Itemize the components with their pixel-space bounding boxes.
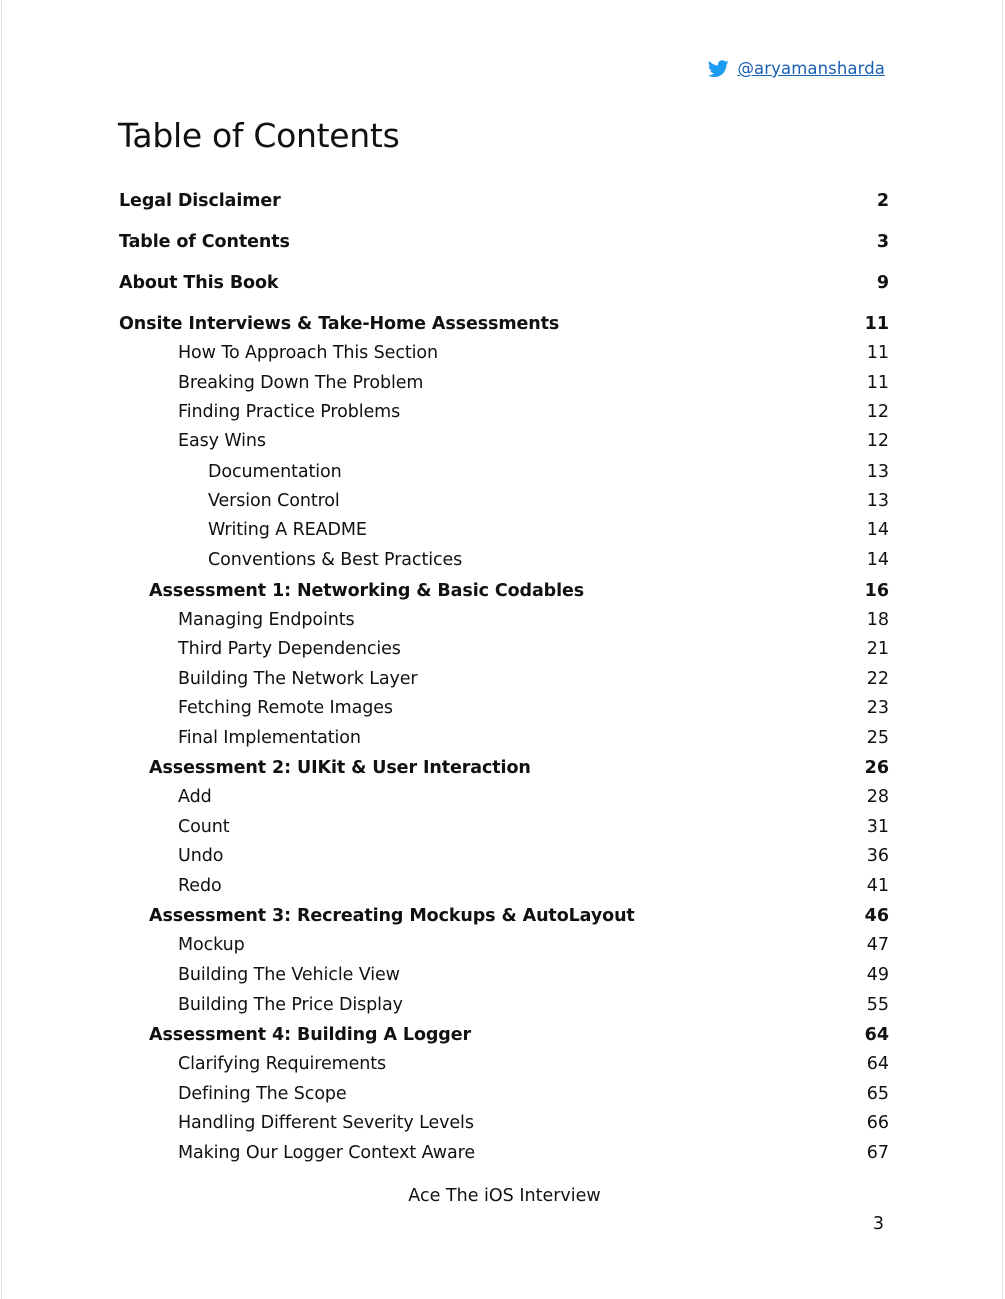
toc-entry-title[interactable]: Easy Wins [178, 431, 266, 451]
toc-entry[interactable] [2, 696, 1005, 720]
toc-entry-page: 11 [866, 373, 889, 393]
toc-entry-title[interactable]: Undo [178, 846, 224, 866]
toc-entry[interactable] [2, 548, 1005, 572]
toc-entry-title[interactable]: Assessment 2: UIKit & User Interaction [149, 758, 531, 778]
toc-entry-page: 64 [866, 1054, 889, 1074]
toc-entry-title[interactable]: Redo [178, 876, 222, 896]
toc-entry-title[interactable]: Assessment 3: Recreating Mockups & AutoLayout [149, 906, 635, 926]
toc-entry-title[interactable]: Building The Price Display [178, 995, 403, 1015]
toc-entry-page: 14 [866, 550, 889, 570]
document-page [1, 0, 1003, 1299]
toc-entry-page: 36 [866, 846, 889, 866]
toc-entry-title[interactable]: Writing A README [208, 520, 367, 540]
twitter-bird-icon [708, 60, 729, 78]
toc-entry-page: 13 [866, 491, 889, 511]
toc-entry[interactable] [2, 518, 1005, 542]
toc-entry-title[interactable]: Version Control [208, 491, 340, 511]
toc-entry-page: 9 [876, 273, 889, 293]
footer-page-number: 3 [872, 1214, 884, 1234]
toc-entry-page: 16 [864, 581, 889, 601]
toc-entry-page: 21 [866, 639, 889, 659]
twitter-handle-link[interactable]: @aryamansharda [737, 59, 885, 78]
toc-entry[interactable] [2, 579, 1005, 603]
toc-entry-title[interactable]: Final Implementation [178, 728, 361, 748]
toc-entry-page: 46 [864, 906, 889, 926]
toc-entry-title[interactable]: Building The Vehicle View [178, 965, 400, 985]
toc-entry[interactable] [2, 271, 1005, 295]
toc-entry-page: 11 [864, 314, 889, 334]
toc-entry-page: 49 [866, 965, 889, 985]
toc-entry-page: 2 [876, 191, 889, 211]
toc-entry[interactable] [2, 667, 1005, 691]
toc-entry[interactable] [2, 1082, 1005, 1106]
toc-entry-page: 47 [866, 935, 889, 955]
toc-entry-title[interactable]: Mockup [178, 935, 245, 955]
toc-entry[interactable] [2, 341, 1005, 365]
toc-entry-page: 23 [866, 698, 889, 718]
toc-entry-title[interactable]: Making Our Logger Context Aware [178, 1143, 475, 1163]
toc-entry-page: 18 [866, 610, 889, 630]
toc-entry[interactable] [2, 608, 1005, 632]
toc-entry-page: 14 [866, 520, 889, 540]
toc-entry-page: 3 [876, 232, 889, 252]
toc-entry-title[interactable]: Assessment 1: Networking & Basic Codables [149, 581, 585, 601]
toc-entry-page: 55 [866, 995, 889, 1015]
toc-entry-title[interactable]: Fetching Remote Images [178, 698, 393, 718]
toc-entry[interactable] [2, 963, 1005, 987]
toc-entry-title[interactable]: Legal Disclaimer [119, 191, 281, 211]
toc-entry-title[interactable]: Finding Practice Problems [178, 402, 401, 422]
toc-entry[interactable] [2, 312, 1005, 336]
toc-entry-title[interactable]: Count [178, 817, 230, 837]
toc-entry-title[interactable]: Assessment 4: Building A Logger [149, 1025, 472, 1045]
toc-entry-page: 67 [866, 1143, 889, 1163]
toc-entry[interactable] [2, 637, 1005, 661]
toc-entry[interactable] [2, 189, 1005, 213]
toc-entry[interactable] [2, 844, 1005, 868]
toc-entry-title[interactable]: About This Book [119, 273, 279, 293]
toc-entry[interactable] [2, 1023, 1005, 1047]
toc-entry-title[interactable]: Defining The Scope [178, 1084, 347, 1104]
toc-entry[interactable] [2, 1141, 1005, 1165]
toc-entry-title[interactable]: Third Party Dependencies [178, 639, 401, 659]
toc-entry[interactable] [2, 933, 1005, 957]
toc-entry-page: 12 [866, 431, 889, 451]
toc-entry-title[interactable]: Building The Network Layer [178, 669, 418, 689]
toc-entry[interactable] [2, 1111, 1005, 1135]
toc-entry-page: 66 [866, 1113, 889, 1133]
toc-entry[interactable] [2, 756, 1005, 780]
toc-entry-title[interactable]: Onsite Interviews & Take-Home Assessments [119, 314, 560, 334]
toc-entry[interactable] [2, 993, 1005, 1017]
page-title: Table of Contents [118, 116, 400, 155]
toc-entry-title[interactable]: Documentation [208, 462, 342, 482]
toc-entry-title[interactable]: Clarifying Requirements [178, 1054, 387, 1074]
footer-book-title: Ace The iOS Interview [408, 1186, 601, 1206]
toc-entry[interactable] [2, 1052, 1005, 1076]
toc-entry-page: 28 [866, 787, 889, 807]
toc-entry-page: 65 [866, 1084, 889, 1104]
toc-entry-page: 31 [866, 817, 889, 837]
toc-entry-page: 13 [866, 462, 889, 482]
toc-entry-page: 26 [864, 758, 889, 778]
toc-entry[interactable] [2, 815, 1005, 839]
toc-entry[interactable] [2, 371, 1005, 395]
toc-entry-page: 11 [866, 343, 889, 363]
toc-entry[interactable] [2, 400, 1005, 424]
toc-entry-page: 22 [866, 669, 889, 689]
twitter-handle[interactable] [708, 59, 885, 78]
toc-entry-title[interactable]: Table of Contents [119, 232, 290, 252]
toc-entry[interactable] [2, 904, 1005, 928]
toc-entry[interactable] [2, 874, 1005, 898]
toc-entry-title[interactable]: Breaking Down The Problem [178, 373, 424, 393]
toc-entry-page: 64 [864, 1025, 889, 1045]
toc-entry[interactable] [2, 230, 1005, 254]
toc-entry-page: 25 [866, 728, 889, 748]
toc-entry-title[interactable]: Conventions & Best Practices [208, 550, 463, 570]
toc-entry-title[interactable]: Add [178, 787, 212, 807]
toc-entry[interactable] [2, 460, 1005, 484]
toc-entry-page: 41 [866, 876, 889, 896]
toc-entry-title[interactable]: Managing Endpoints [178, 610, 355, 630]
toc-entry[interactable] [2, 429, 1005, 453]
toc-entry-title[interactable]: Handling Different Severity Levels [178, 1113, 474, 1133]
toc-entry[interactable] [2, 726, 1005, 750]
toc-entry-title[interactable]: How To Approach This Section [178, 343, 438, 363]
toc-entry-page: 12 [866, 402, 889, 422]
toc-entry[interactable] [2, 785, 1005, 809]
toc-entry[interactable] [2, 489, 1005, 513]
